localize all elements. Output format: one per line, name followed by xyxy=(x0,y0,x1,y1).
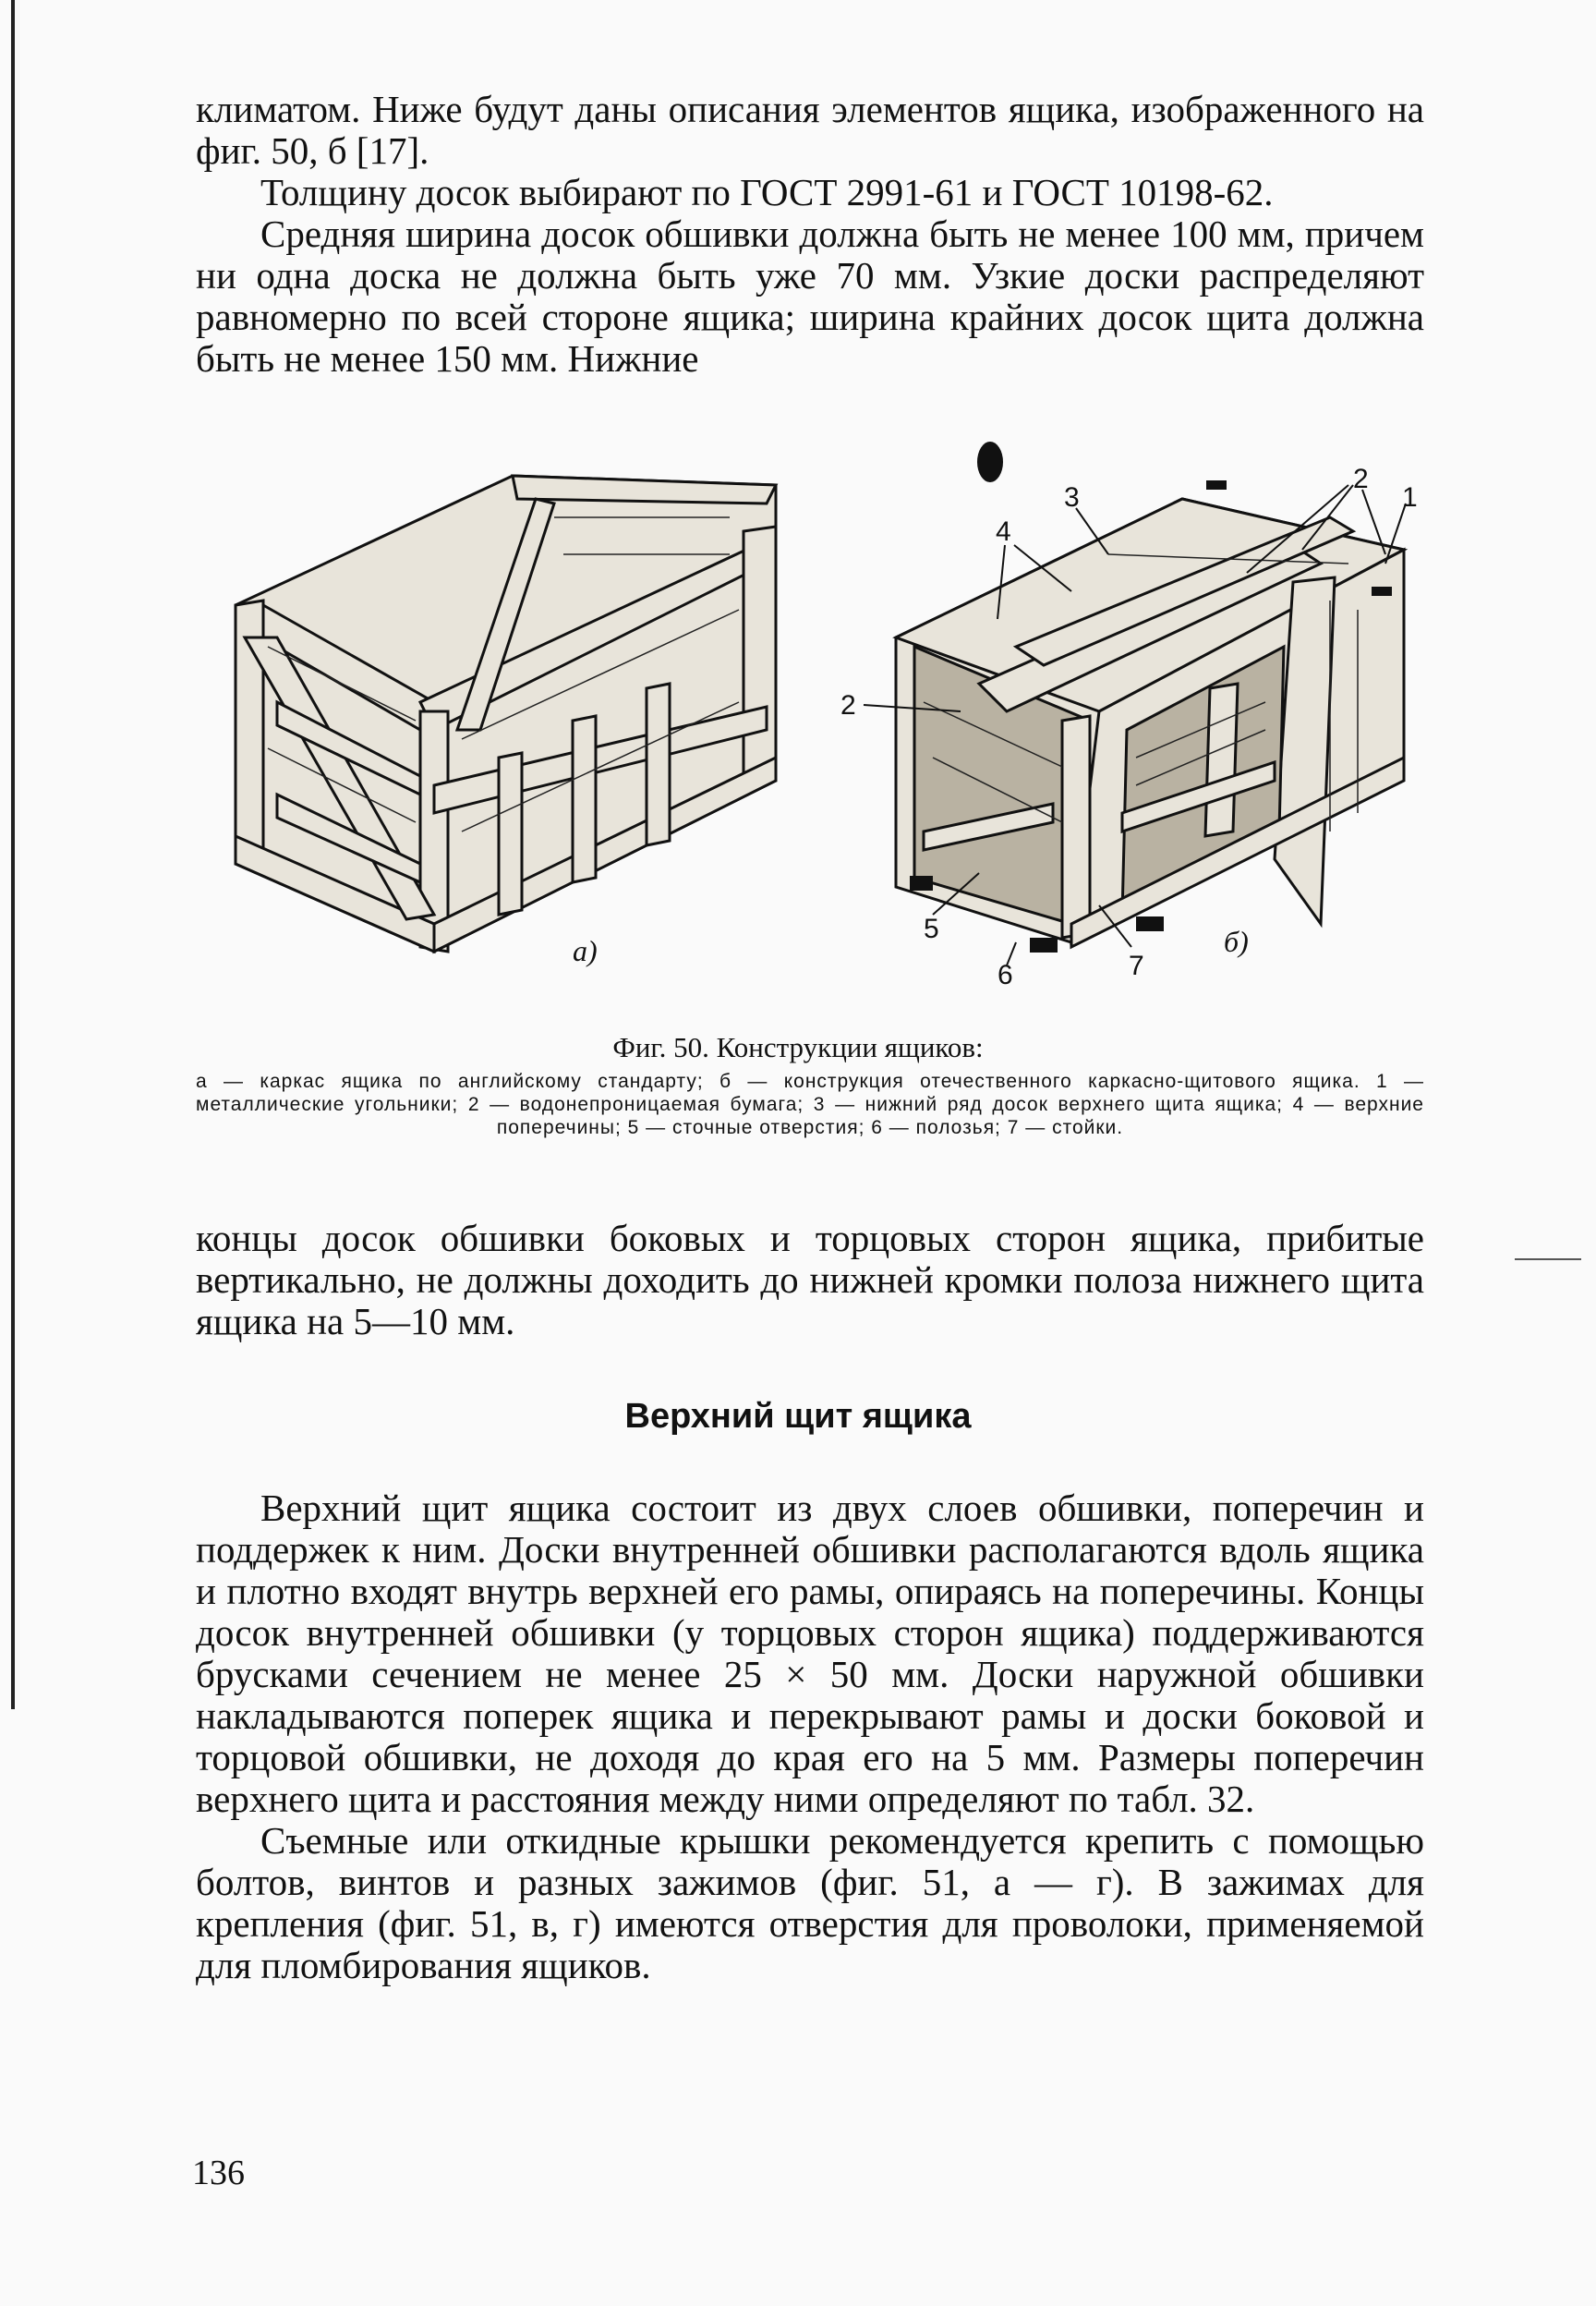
panel-b-label: б) xyxy=(1224,925,1249,958)
section-heading: Верхний щит ящика xyxy=(624,1397,972,1436)
callout-1: 1 xyxy=(1402,482,1418,513)
crate-frame-drawing xyxy=(236,476,776,952)
callout-3: 3 xyxy=(1064,482,1080,513)
paragraph: концы досок обшивки боковых и торцовых сторон ящика, прибитые вертикально, не должны доходить до нижней кромки полоза нижнего щита ящика на 5—10 мм. xyxy=(196,1217,1424,1342)
text-block-after-figure xyxy=(196,1218,1424,1342)
panel-a-label: а) xyxy=(573,934,598,967)
paragraph: Средняя ширина досок обшивки должна быть не менее 100 мм, причем ни одна доска не должна быть уже 70 мм. Узкие доски распределяют равномерно по всей стороне ящика; ширина крайних досок щита должна быть не менее 150 мм. Нижние xyxy=(196,212,1424,380)
callout-2-side: 2 xyxy=(840,690,856,721)
figure-caption-legend: а — каркас ящика по английскому стандарту; б — конструкция отечественного каркасно-щитового ящика. 1 — металлические угольники; 2 — водонепроницаемая бумага; 3 — нижний ряд досок верхнего щита ящика; 4 — верхние поперечины; 5 — сточные отверстия; 6 — полозья; 7 — стойки. xyxy=(196,1071,1424,1138)
callout-6: 6 xyxy=(998,960,1013,990)
figure-50-drawings xyxy=(0,0,1596,1016)
paragraph: Толщину досок выбирают по ГОСТ 2991-61 и ГОСТ 10198-62. xyxy=(260,171,1274,213)
paragraph: Съемные или откидные крышки рекомендуется крепить с помощью болтов, винтов и разных зажимов (фиг. 51, а — г). В зажимах для крепления (фиг. 51, в, г) имеются отверстия для проволоки, применяемой для пломбирования ящиков. xyxy=(196,1819,1424,1986)
margin-mark xyxy=(1515,1258,1581,1260)
ink-dot xyxy=(977,442,1003,482)
callout-2-top: 2 xyxy=(1353,464,1369,494)
section-body xyxy=(196,1487,1424,1986)
paragraph: Верхний щит ящика состоит из двух слоев обшивки, поперечин и поддержек к ним. Доски внутренней обшивки располагаются вдоль ящика и плотно входят внутрь верхней его рамы, опираясь на поперечины. Концы досок внутренней обшивки (у торцовых сторон ящика) поддерживаются брусками сечением не менее 25 × 50 мм. Доски наружной обшивки накладываются поперек ящика и перекрывают рамы и доски боковой и торцовой обшивки, не доходя до края его на 5 мм. Размеры поперечин верхнего щита и расстояния между ними определяют по табл. 32. xyxy=(196,1487,1424,1820)
page-number: 136 xyxy=(192,2154,245,2192)
figure-caption-title: Фиг. 50. Конструкции ящиков: xyxy=(612,1031,984,1063)
paragraph: климатом. Ниже будут даны описания элементов ящика, изображенного на фиг. 50, б [17]. xyxy=(196,88,1424,172)
callout-5: 5 xyxy=(924,914,939,944)
callout-4: 4 xyxy=(996,516,1011,547)
crate-panel-drawing xyxy=(864,442,1406,965)
callout-7: 7 xyxy=(1129,951,1144,981)
